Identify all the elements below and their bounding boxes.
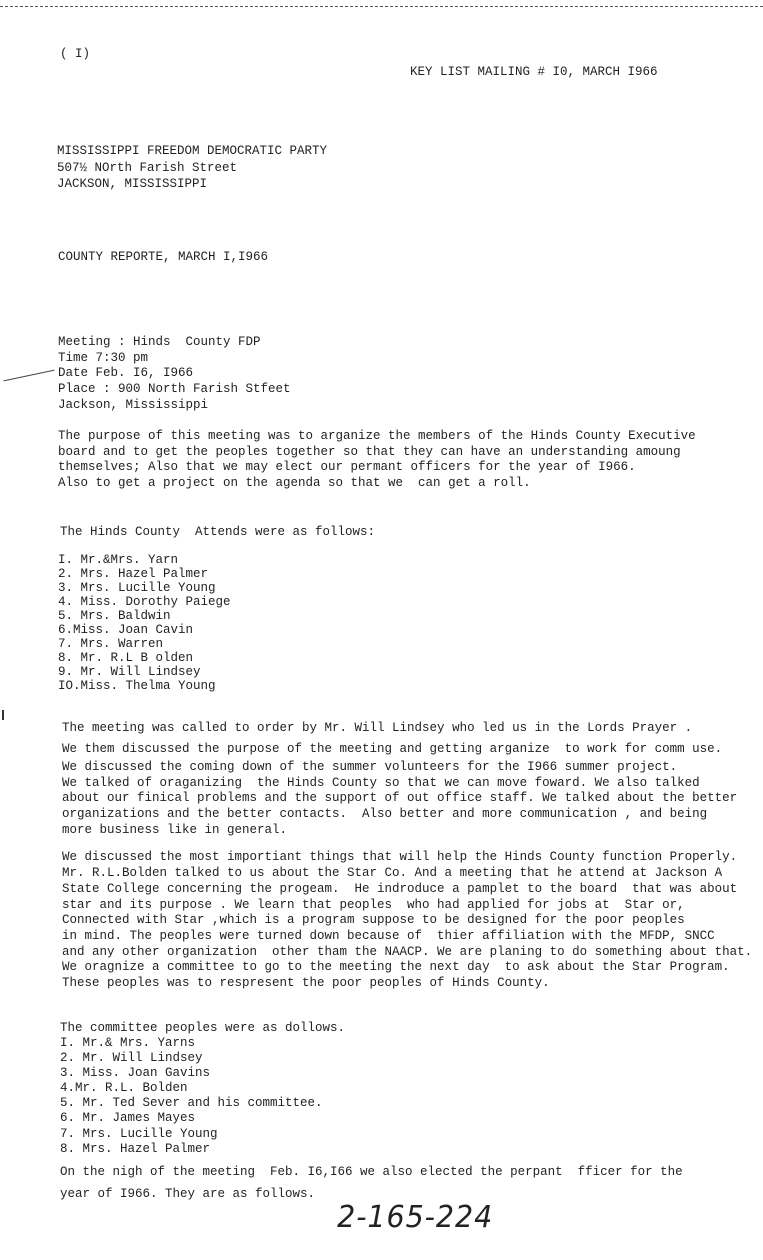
text-line: in mind. The peoples were turned down because of thier affiliation with the MFDP, SNCC [62, 929, 715, 943]
text-line: board and to get the peoples together so that they can have an understanding amoung [58, 445, 681, 459]
text-line: We them discussed the purpose of the meeting and getting arganize to work for comm use. [62, 742, 723, 756]
list-item: 8. Mrs. Hazel Palmer [60, 1142, 211, 1156]
meeting-place: Place : 900 North Farish Stfeet [58, 382, 291, 396]
list-item: I. Mr.& Mrs. Yarns [60, 1036, 196, 1050]
meeting-time: Time 7:30 pm [58, 351, 149, 365]
attendees-heading: The Hinds County Attends were as follows: [60, 525, 376, 539]
meeting-city: Jackson, Mississippi [58, 398, 209, 412]
list-item: 4.Mr. R.L. Bolden [60, 1081, 188, 1095]
text-line: Also to get a project on the agenda so that we can get a roll. [58, 476, 531, 490]
text-line: organizations and the better contacts. Also better and more communication , and being [62, 807, 708, 821]
text-line: and any other organization other tham the NAACP. We are planing to do something about that. [62, 945, 753, 959]
list-item: 7. Mrs. Lucille Young [60, 1127, 218, 1141]
mailing-header: KEY LIST MAILING # I0, MARCH I966 [410, 65, 658, 79]
list-item: 3. Mrs. Lucille Young [58, 581, 216, 595]
text-line: We discussed the most importiant things that will help the Hinds County function Properly. [62, 850, 738, 864]
handwritten-document-number: 2-165-224 [337, 1200, 494, 1235]
org-city: JACKSON, MISSISSIPPI [57, 177, 208, 191]
margin-tick [2, 710, 4, 720]
list-item: 3. Miss. Joan Gavins [60, 1066, 211, 1080]
list-item: I. Mr.&Mrs. Yarn [58, 553, 179, 567]
text-line: State College concerning the progeam. He indroduce a pamplet to the board that was about [62, 882, 738, 896]
list-item: 6.Miss. Joan Cavin [58, 623, 194, 637]
text-line: We discussed the coming down of the summer volunteers for the I966 summer project. [62, 760, 678, 774]
text-line: about our finical problems and the support of out office staff. We talked about the better [62, 791, 738, 805]
org-street: 507½ NOrth Farish Street [57, 161, 238, 175]
text-line: We oragnize a committee to go to the meeting the next day to ask about the Star Program. [62, 960, 730, 974]
list-item: 2. Mr. Will Lindsey [60, 1051, 203, 1065]
list-item: 8. Mr. R.L B olden [58, 651, 194, 665]
list-item: 6. Mr. James Mayes [60, 1111, 196, 1125]
report-title: COUNTY REPORTE, MARCH I,I966 [58, 250, 269, 264]
text-line: year of I966. They are as follows. [60, 1187, 316, 1201]
list-item: 5. Mrs. Baldwin [58, 609, 171, 623]
org-name: MISSISSIPPI FREEDOM DEMOCRATIC PARTY [57, 144, 328, 158]
text-line: The meeting was called to order by Mr. Will Lindsey who led us in the Lords Prayer . [62, 721, 693, 735]
text-line: more business like in general. [62, 823, 288, 837]
text-line: Mr. R.L.Bolden talked to us about the Star Co. And a meeting that he attend at Jackson A [62, 866, 723, 880]
page-top-edge [0, 0, 763, 7]
text-line: We talked of oraganizing the Hinds County so that we can move foward. We also talked [62, 776, 700, 790]
margin-mark [3, 370, 54, 382]
list-item: 9. Mr. Will Lindsey [58, 665, 201, 679]
meeting-date: Date Feb. I6, I966 [58, 366, 194, 380]
text-line: Connected with Star ,which is a program suppose to be designed for the poor peoples [62, 913, 685, 927]
list-item: 5. Mr. Ted Sever and his committee. [60, 1096, 323, 1110]
text-line: themselves; Also that we may elect our permant officers for the year of I966. [58, 460, 636, 474]
text-line: star and its purpose . We learn that peoples who had applied for jobs at Star or, [62, 898, 685, 912]
page-number: ( I) [60, 47, 91, 61]
text-line: The purpose of this meeting was to arganize the members of the Hinds County Executive [58, 429, 696, 443]
list-item: IO.Miss. Thelma Young [58, 679, 216, 693]
text-line: On the nigh of the meeting Feb. I6,I66 we also elected the perpant fficer for the [60, 1165, 683, 1179]
list-item: 7. Mrs. Warren [58, 637, 164, 651]
list-item: 2. Mrs. Hazel Palmer [58, 567, 209, 581]
list-item: 4. Miss. Dorothy Paiege [58, 595, 231, 609]
committee-heading: The committee peoples were as dollows. [60, 1021, 346, 1035]
meeting-name: Meeting : Hinds County FDP [58, 335, 261, 349]
text-line: These peoples was to respresent the poor peoples of Hinds County. [62, 976, 550, 990]
